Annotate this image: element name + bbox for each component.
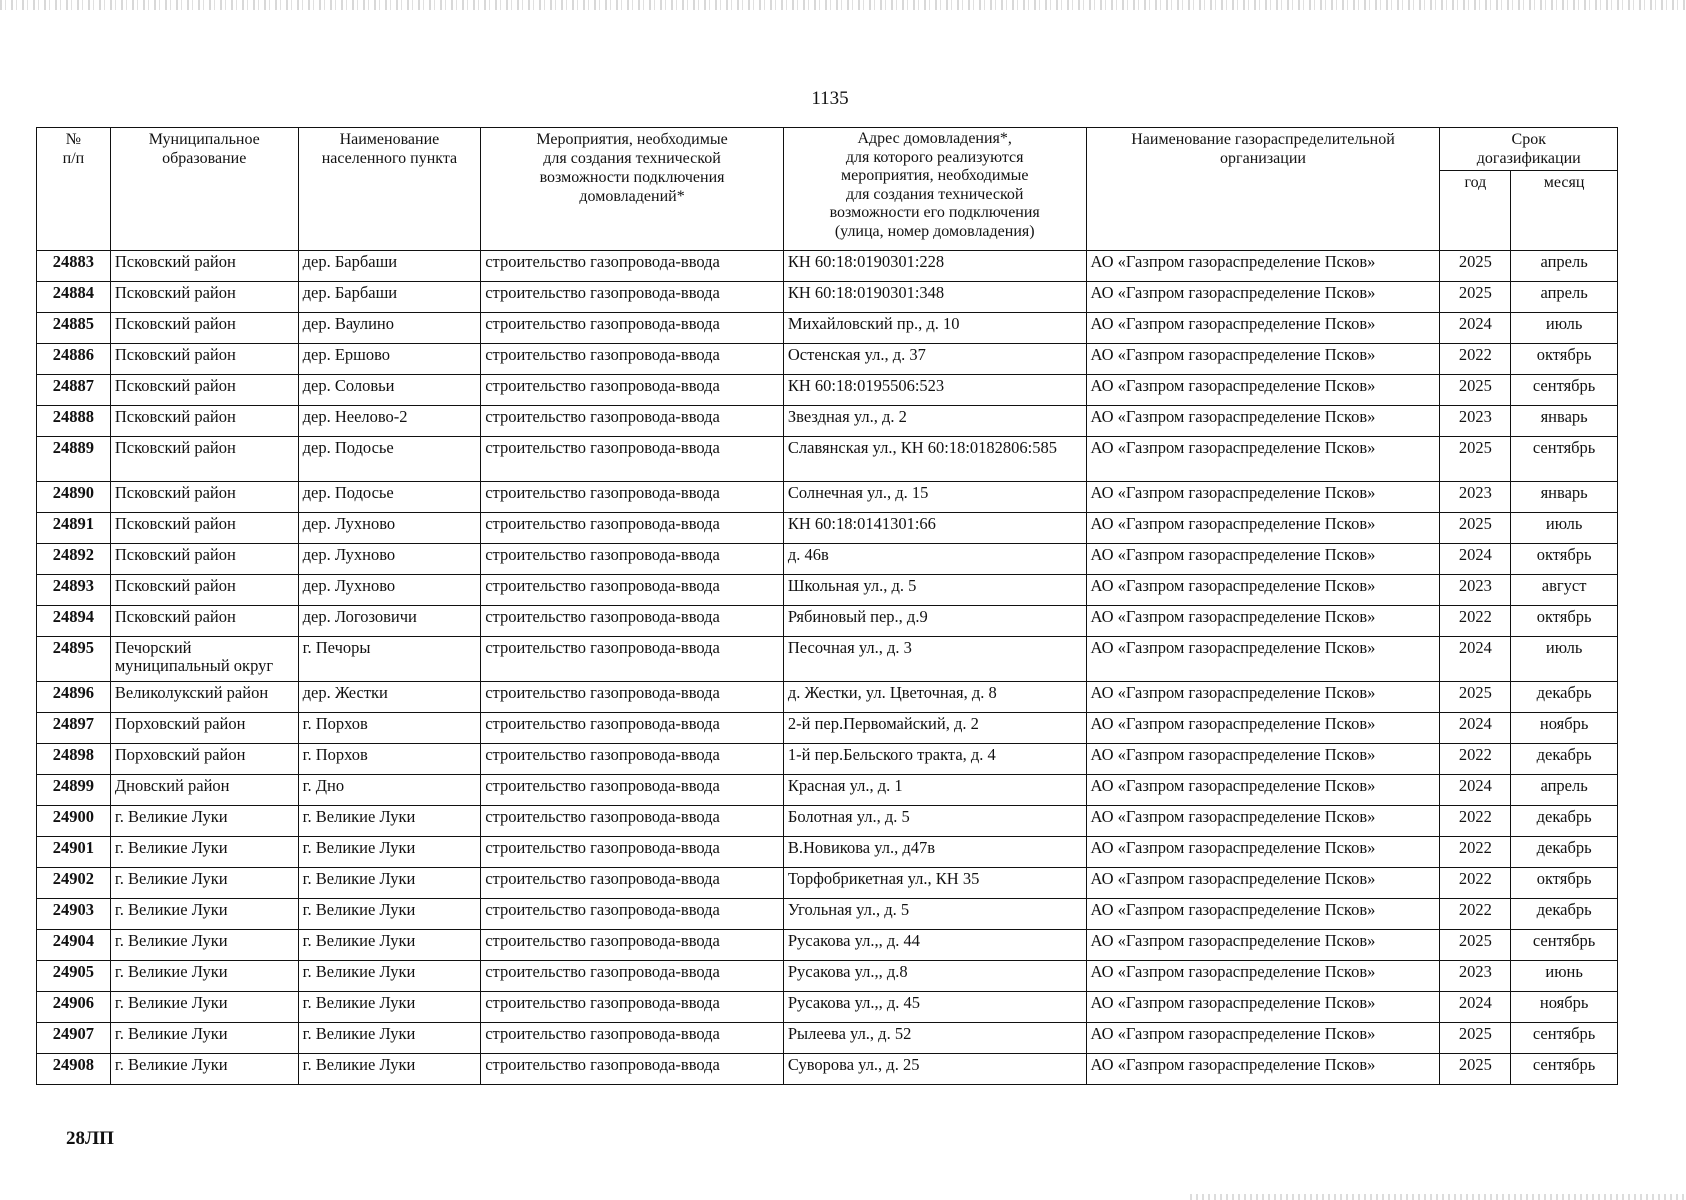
cell-municipality: Псковский район <box>110 544 298 575</box>
cell-month: октябрь <box>1511 344 1618 375</box>
cell-settlement: дер. Подосье <box>298 482 481 513</box>
cell-num: 24899 <box>37 775 111 806</box>
cell-settlement: г. Великие Луки <box>298 899 481 930</box>
cell-address: Михайловский пр., д. 10 <box>783 313 1086 344</box>
table-row <box>37 544 1618 575</box>
cell-num: 24906 <box>37 992 111 1023</box>
cell-month: июль <box>1511 513 1618 544</box>
table-row <box>37 806 1618 837</box>
header-settlement: Наименование населенного пункта <box>298 128 481 251</box>
cell-settlement: дер. Лухново <box>298 575 481 606</box>
cell-num: 24900 <box>37 806 111 837</box>
table-row <box>37 437 1618 482</box>
cell-address: Красная ул., д. 1 <box>783 775 1086 806</box>
cell-year: 2024 <box>1440 313 1511 344</box>
cell-address: Солнечная ул., д. 15 <box>783 482 1086 513</box>
cell-year: 2022 <box>1440 837 1511 868</box>
cell-organization: АО «Газпром газораспределение Псков» <box>1086 606 1440 637</box>
cell-organization: АО «Газпром газораспределение Псков» <box>1086 1023 1440 1054</box>
cell-year: 2023 <box>1440 482 1511 513</box>
cell-settlement: г. Великие Луки <box>298 930 481 961</box>
cell-month: ноябрь <box>1511 992 1618 1023</box>
cell-address: Угольная ул., д. 5 <box>783 899 1086 930</box>
cell-settlement: г. Великие Луки <box>298 961 481 992</box>
cell-num: 24884 <box>37 282 111 313</box>
cell-month: декабрь <box>1511 682 1618 713</box>
cell-settlement: г. Великие Луки <box>298 868 481 899</box>
cell-settlement: дер. Барбаши <box>298 282 481 313</box>
cell-year: 2022 <box>1440 899 1511 930</box>
cell-address: КН 60:18:0195506:523 <box>783 375 1086 406</box>
cell-measures: строительство газопровода-ввода <box>481 313 784 344</box>
cell-settlement: дер. Подосье <box>298 437 481 482</box>
cell-measures: строительство газопровода-ввода <box>481 513 784 544</box>
cell-measures: строительство газопровода-ввода <box>481 868 784 899</box>
cell-year: 2024 <box>1440 992 1511 1023</box>
header-month: месяц <box>1511 171 1618 251</box>
cell-measures: строительство газопровода-ввода <box>481 1023 784 1054</box>
cell-measures: строительство газопровода-ввода <box>481 251 784 282</box>
cell-settlement: г. Великие Луки <box>298 806 481 837</box>
cell-municipality: г. Великие Луки <box>110 837 298 868</box>
cell-num: 24885 <box>37 313 111 344</box>
cell-num: 24891 <box>37 513 111 544</box>
cell-organization: АО «Газпром газораспределение Псков» <box>1086 1054 1440 1085</box>
cell-month: сентябрь <box>1511 375 1618 406</box>
cell-municipality: г. Великие Луки <box>110 899 298 930</box>
cell-num: 24893 <box>37 575 111 606</box>
cell-settlement: дер. Лухново <box>298 513 481 544</box>
cell-organization: АО «Газпром газораспределение Псков» <box>1086 437 1440 482</box>
table-header <box>37 128 1618 251</box>
cell-organization: АО «Газпром газораспределение Псков» <box>1086 806 1440 837</box>
cell-num: 24883 <box>37 251 111 282</box>
cell-month: январь <box>1511 482 1618 513</box>
cell-address: д. 46в <box>783 544 1086 575</box>
table-row <box>37 837 1618 868</box>
cell-num: 24886 <box>37 344 111 375</box>
cell-organization: АО «Газпром газораспределение Псков» <box>1086 375 1440 406</box>
cell-measures: строительство газопровода-ввода <box>481 775 784 806</box>
cell-measures: строительство газопровода-ввода <box>481 682 784 713</box>
cell-measures: строительство газопровода-ввода <box>481 992 784 1023</box>
cell-organization: АО «Газпром газораспределение Псков» <box>1086 961 1440 992</box>
cell-address: Русакова ул.,, д.8 <box>783 961 1086 992</box>
table-row <box>37 682 1618 713</box>
cell-measures: строительство газопровода-ввода <box>481 482 784 513</box>
cell-month: октябрь <box>1511 606 1618 637</box>
cell-num: 24905 <box>37 961 111 992</box>
header-num: № п/п <box>37 128 111 251</box>
cell-organization: АО «Газпром газораспределение Псков» <box>1086 868 1440 899</box>
cell-municipality: Псковский район <box>110 375 298 406</box>
cell-municipality: Псковский район <box>110 344 298 375</box>
cell-measures: строительство газопровода-ввода <box>481 837 784 868</box>
cell-month: январь <box>1511 406 1618 437</box>
cell-settlement: дер. Лухново <box>298 544 481 575</box>
cell-address: Русакова ул.,, д. 45 <box>783 992 1086 1023</box>
cell-num: 24898 <box>37 744 111 775</box>
cell-month: август <box>1511 575 1618 606</box>
cell-organization: АО «Газпром газораспределение Псков» <box>1086 992 1440 1023</box>
cell-num: 24902 <box>37 868 111 899</box>
cell-settlement: дер. Соловьи <box>298 375 481 406</box>
cell-settlement: дер. Логозовичи <box>298 606 481 637</box>
cell-municipality: Порховский район <box>110 713 298 744</box>
table-row <box>37 406 1618 437</box>
cell-municipality: Псковский район <box>110 313 298 344</box>
cell-num: 24888 <box>37 406 111 437</box>
header-measures: Мероприятия, необходимые для создания технической возможности подключения домовладений* <box>481 128 784 251</box>
table-row <box>37 482 1618 513</box>
cell-month: октябрь <box>1511 868 1618 899</box>
scan-edge-top <box>0 0 1686 10</box>
cell-year: 2022 <box>1440 344 1511 375</box>
cell-month: сентябрь <box>1511 1023 1618 1054</box>
cell-municipality: г. Великие Луки <box>110 961 298 992</box>
cell-month: июнь <box>1511 961 1618 992</box>
cell-address: д. Жестки, ул. Цветочная, д. 8 <box>783 682 1086 713</box>
cell-address: Школьная ул., д. 5 <box>783 575 1086 606</box>
cell-year: 2022 <box>1440 806 1511 837</box>
table-row <box>37 637 1618 682</box>
table-row <box>37 375 1618 406</box>
cell-municipality: Псковский район <box>110 251 298 282</box>
cell-month: сентябрь <box>1511 1054 1618 1085</box>
cell-settlement: г. Великие Луки <box>298 1054 481 1085</box>
cell-num: 24889 <box>37 437 111 482</box>
table-row <box>37 344 1618 375</box>
cell-month: июль <box>1511 313 1618 344</box>
cell-year: 2025 <box>1440 513 1511 544</box>
cell-settlement: г. Порхов <box>298 744 481 775</box>
table-row <box>37 899 1618 930</box>
cell-month: сентябрь <box>1511 437 1618 482</box>
table-row <box>37 775 1618 806</box>
table-row <box>37 1023 1618 1054</box>
cell-address: Рябиновый пер., д.9 <box>783 606 1086 637</box>
cell-year: 2023 <box>1440 961 1511 992</box>
cell-organization: АО «Газпром газораспределение Псков» <box>1086 406 1440 437</box>
cell-year: 2023 <box>1440 406 1511 437</box>
cell-address: Торфобрикетная ул., КН 35 <box>783 868 1086 899</box>
cell-year: 2024 <box>1440 775 1511 806</box>
cell-address: 2-й пер.Первомайский, д. 2 <box>783 713 1086 744</box>
table-row <box>37 1054 1618 1085</box>
table-row <box>37 868 1618 899</box>
cell-address: Песочная ул., д. 3 <box>783 637 1086 682</box>
cell-year: 2025 <box>1440 1054 1511 1085</box>
table-row <box>37 961 1618 992</box>
cell-month: декабрь <box>1511 899 1618 930</box>
cell-municipality: Псковский район <box>110 406 298 437</box>
table-row <box>37 992 1618 1023</box>
cell-organization: АО «Газпром газораспределение Псков» <box>1086 744 1440 775</box>
cell-organization: АО «Газпром газораспределение Псков» <box>1086 513 1440 544</box>
cell-num: 24890 <box>37 482 111 513</box>
cell-month: апрель <box>1511 282 1618 313</box>
cell-year: 2025 <box>1440 437 1511 482</box>
cell-measures: строительство газопровода-ввода <box>481 1054 784 1085</box>
table-row <box>37 575 1618 606</box>
table-row <box>37 930 1618 961</box>
cell-municipality: г. Великие Луки <box>110 930 298 961</box>
cell-municipality: Порховский район <box>110 744 298 775</box>
cell-year: 2025 <box>1440 1023 1511 1054</box>
cell-municipality: Псковский район <box>110 513 298 544</box>
cell-municipality: Печорский муниципальный округ <box>110 637 298 682</box>
cell-month: ноябрь <box>1511 713 1618 744</box>
cell-measures: строительство газопровода-ввода <box>481 961 784 992</box>
cell-year: 2023 <box>1440 575 1511 606</box>
table-row <box>37 713 1618 744</box>
cell-measures: строительство газопровода-ввода <box>481 606 784 637</box>
cell-measures: строительство газопровода-ввода <box>481 282 784 313</box>
cell-month: октябрь <box>1511 544 1618 575</box>
cell-measures: строительство газопровода-ввода <box>481 744 784 775</box>
cell-year: 2025 <box>1440 251 1511 282</box>
scan-edge-bottom <box>1190 1194 1686 1200</box>
cell-year: 2024 <box>1440 544 1511 575</box>
cell-organization: АО «Газпром газораспределение Псков» <box>1086 344 1440 375</box>
cell-settlement: дер. Барбаши <box>298 251 481 282</box>
gasification-table <box>36 127 1618 1085</box>
cell-month: июль <box>1511 637 1618 682</box>
cell-municipality: г. Великие Луки <box>110 1054 298 1085</box>
cell-organization: АО «Газпром газораспределение Псков» <box>1086 482 1440 513</box>
cell-address: Рылеева ул., д. 52 <box>783 1023 1086 1054</box>
cell-measures: строительство газопровода-ввода <box>481 899 784 930</box>
table-row <box>37 606 1618 637</box>
table-row <box>37 513 1618 544</box>
cell-municipality: г. Великие Луки <box>110 806 298 837</box>
cell-year: 2022 <box>1440 868 1511 899</box>
cell-num: 24904 <box>37 930 111 961</box>
cell-month: апрель <box>1511 775 1618 806</box>
cell-num: 24903 <box>37 899 111 930</box>
cell-address: Звездная ул., д. 2 <box>783 406 1086 437</box>
cell-organization: АО «Газпром газораспределение Псков» <box>1086 282 1440 313</box>
cell-year: 2022 <box>1440 744 1511 775</box>
cell-organization: АО «Газпром газораспределение Псков» <box>1086 682 1440 713</box>
table-row <box>37 744 1618 775</box>
cell-month: апрель <box>1511 251 1618 282</box>
cell-municipality: Псковский район <box>110 606 298 637</box>
cell-organization: АО «Газпром газораспределение Псков» <box>1086 637 1440 682</box>
cell-settlement: дер. Ваулино <box>298 313 481 344</box>
cell-num: 24887 <box>37 375 111 406</box>
cell-address: Остенская ул., д. 37 <box>783 344 1086 375</box>
cell-year: 2025 <box>1440 375 1511 406</box>
header-address: Адрес домовладения*, для которого реализуются мероприятия, необходимые для создания технической возможности его подключения (улица, номер домовладения) <box>783 128 1086 251</box>
cell-num: 24894 <box>37 606 111 637</box>
cell-address: КН 60:18:0190301:348 <box>783 282 1086 313</box>
cell-municipality: Псковский район <box>110 437 298 482</box>
cell-month: декабрь <box>1511 837 1618 868</box>
cell-address: КН 60:18:0141301:66 <box>783 513 1086 544</box>
cell-num: 24908 <box>37 1054 111 1085</box>
cell-municipality: г. Великие Луки <box>110 992 298 1023</box>
cell-num: 24895 <box>37 637 111 682</box>
table-row <box>37 313 1618 344</box>
cell-address: Русакова ул.,, д. 44 <box>783 930 1086 961</box>
cell-measures: строительство газопровода-ввода <box>481 713 784 744</box>
cell-num: 24907 <box>37 1023 111 1054</box>
cell-year: 2024 <box>1440 713 1511 744</box>
cell-settlement: г. Великие Луки <box>298 992 481 1023</box>
cell-settlement: г. Печоры <box>298 637 481 682</box>
cell-address: Суворова ул., д. 25 <box>783 1054 1086 1085</box>
cell-measures: строительство газопровода-ввода <box>481 930 784 961</box>
cell-measures: строительство газопровода-ввода <box>481 375 784 406</box>
header-deadline: Срок догазификации <box>1440 128 1618 171</box>
cell-measures: строительство газопровода-ввода <box>481 544 784 575</box>
cell-num: 24892 <box>37 544 111 575</box>
cell-month: декабрь <box>1511 744 1618 775</box>
cell-municipality: Псковский район <box>110 282 298 313</box>
cell-num: 24896 <box>37 682 111 713</box>
cell-measures: строительство газопровода-ввода <box>481 406 784 437</box>
cell-year: 2022 <box>1440 606 1511 637</box>
cell-num: 24897 <box>37 713 111 744</box>
cell-address: 1-й пер.Бельского тракта, д. 4 <box>783 744 1086 775</box>
cell-settlement: г. Дно <box>298 775 481 806</box>
cell-organization: АО «Газпром газораспределение Псков» <box>1086 251 1440 282</box>
cell-organization: АО «Газпром газораспределение Псков» <box>1086 575 1440 606</box>
table-row <box>37 251 1618 282</box>
cell-year: 2024 <box>1440 637 1511 682</box>
header-organization: Наименование газораспределительной организации <box>1086 128 1440 251</box>
cell-municipality: Дновский район <box>110 775 298 806</box>
cell-month: декабрь <box>1511 806 1618 837</box>
cell-settlement: г. Порхов <box>298 713 481 744</box>
header-year: год <box>1440 171 1511 251</box>
cell-settlement: г. Великие Луки <box>298 837 481 868</box>
cell-municipality: Великолукский район <box>110 682 298 713</box>
cell-settlement: дер. Ершово <box>298 344 481 375</box>
cell-settlement: дер. Неелово-2 <box>298 406 481 437</box>
cell-organization: АО «Газпром газораспределение Псков» <box>1086 837 1440 868</box>
cell-year: 2025 <box>1440 930 1511 961</box>
footer-code: 28ЛП <box>66 1128 114 1149</box>
cell-measures: строительство газопровода-ввода <box>481 344 784 375</box>
cell-measures: строительство газопровода-ввода <box>481 575 784 606</box>
page-number: 1135 <box>811 88 849 109</box>
cell-address: КН 60:18:0190301:228 <box>783 251 1086 282</box>
cell-measures: строительство газопровода-ввода <box>481 806 784 837</box>
cell-address: Болотная ул., д. 5 <box>783 806 1086 837</box>
cell-organization: АО «Газпром газораспределение Псков» <box>1086 313 1440 344</box>
cell-municipality: г. Великие Луки <box>110 1023 298 1054</box>
cell-organization: АО «Газпром газораспределение Псков» <box>1086 930 1440 961</box>
cell-municipality: г. Великие Луки <box>110 868 298 899</box>
cell-measures: строительство газопровода-ввода <box>481 637 784 682</box>
cell-organization: АО «Газпром газораспределение Псков» <box>1086 713 1440 744</box>
cell-organization: АО «Газпром газораспределение Псков» <box>1086 544 1440 575</box>
cell-year: 2025 <box>1440 282 1511 313</box>
cell-municipality: Псковский район <box>110 575 298 606</box>
table-body <box>37 251 1618 1085</box>
cell-year: 2025 <box>1440 682 1511 713</box>
cell-month: сентябрь <box>1511 930 1618 961</box>
cell-settlement: дер. Жестки <box>298 682 481 713</box>
cell-organization: АО «Газпром газораспределение Псков» <box>1086 899 1440 930</box>
cell-address: Славянская ул., КН 60:18:0182806:585 <box>783 437 1086 482</box>
table-row <box>37 282 1618 313</box>
cell-organization: АО «Газпром газораспределение Псков» <box>1086 775 1440 806</box>
cell-settlement: г. Великие Луки <box>298 1023 481 1054</box>
cell-num: 24901 <box>37 837 111 868</box>
header-municipality: Муниципальное образование <box>110 128 298 251</box>
cell-measures: строительство газопровода-ввода <box>481 437 784 482</box>
cell-municipality: Псковский район <box>110 482 298 513</box>
cell-address: В.Новикова ул., д47в <box>783 837 1086 868</box>
